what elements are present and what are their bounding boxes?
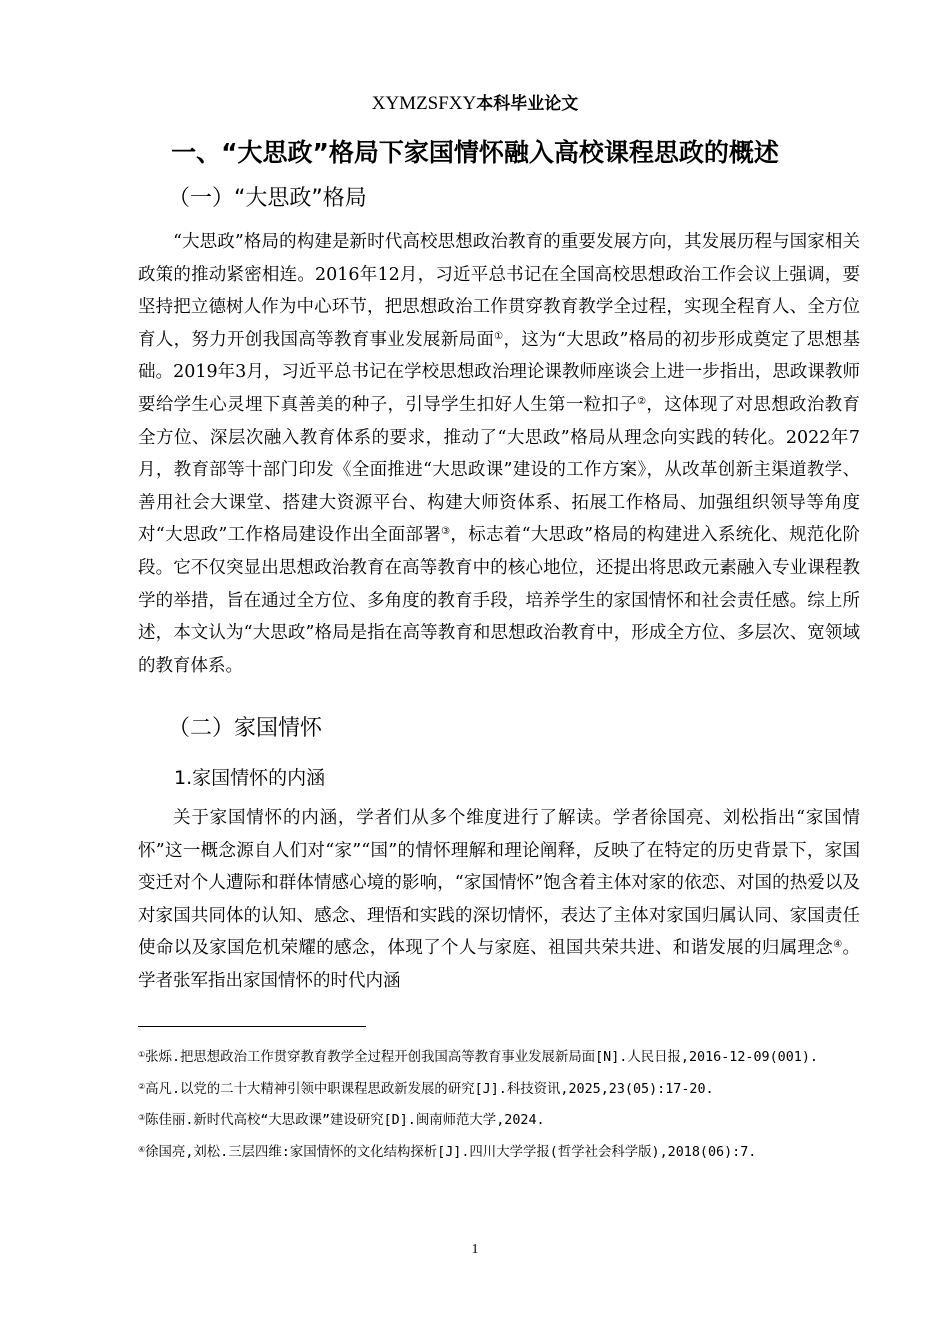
footnote-text: 高凡.以党的二十大精神引领中职课程思政新发展的研究[J].科技资讯,2025,23(05):17-20. [145, 1081, 714, 1097]
subsection-1-paragraph [138, 802, 860, 998]
paragraph-text: “大思政”格局的构建是新时代高校思想政治教育的重要发展方向，其发展历程与国家相关政策的推动紧密相连。2016年12月，习近平总书记在全国高校思想政治工作会议上强调，要坚持把立德树人作为中心环节，把思想政治工作贯穿教育教学全过程，实现全程育人、全方位育人，努力开创我国高等教育事业发展新局面 [138, 232, 860, 350]
footnote-ref-1[interactable]: ① [494, 330, 504, 342]
header-code: XYMZSFXY [371, 93, 477, 114]
footnote-divider [138, 1026, 366, 1027]
section-heading-1: （一）“大思政”格局 [168, 186, 367, 211]
paragraph-text: ，这体现了对思想政治教育全方位、深层次融入教育体系的要求，推动了“大思政”格局从理念向实践的转化。2022年7月，教育部等十部门印发《全面推进“大思政课”建设的工作方案》，从改革创新主渠道教学、善用社会大课堂、搭建大资源平台、构建大师资体系、拓展工作格局、加强组织领导等角度对“大思政”工作格局建设作出全面部署 [138, 394, 861, 546]
footnote-ref-4[interactable]: ④ [833, 939, 843, 951]
paragraph-text: ，标志着“大思政”格局的构建进入系统化、规范化阶段。它不仅突显出思想政治教育在高等教育中的核心地位，还提出将思政元素融入专业课程教学的举措，旨在通过全方位、多角度的教育手段，培养学生的家国情怀和社会责任感。综上所述，本文认为“大思政”格局是指在高等教育和思想政治教育中，形成全方位、多层次、宽领域的教育体系。 [138, 525, 860, 676]
footnote-mark: ④ [138, 1144, 146, 1154]
page-number: 1 [471, 1242, 479, 1257]
footnote-mark: ③ [138, 1113, 146, 1122]
footnote-4 [138, 1139, 860, 1167]
footnote-ref-3[interactable]: ③ [441, 526, 451, 538]
footnote-mark: ① [138, 1050, 146, 1059]
footnote-text: 徐国亮,刘松.三层四维:家国情怀的文化结构探析[J].四川大学学报(哲学社会科学版),2018(06):7. [145, 1144, 757, 1160]
chapter-title: 一、“大思政”格局下家国情怀融入高校课程思政的概述 [171, 138, 779, 167]
footnote-2 [138, 1076, 860, 1104]
paragraph-text: 关于家国情怀的内涵，学者们从多个维度进行了解读。学者徐国亮、刘松指出“家国情怀”这一概念源自人们对“家”“国”的情怀理解和理论阐释，反映了在特定的历史背景下，家国变迁对个人遭际和群体情感心境的影响，“家国情怀”饱含着主体对家的依恋、对国的热爱以及对家国共同体的认知、感念、理悟和实践的深切情怀，表达了主体对家国归属认同、家国责任使命以及家国危机荣耀的感念，体现了个人与家庭、祖国共荣共进、和谐发展的归属理念 [138, 808, 860, 959]
footnote-ref-2[interactable]: ② [637, 395, 647, 407]
footnotes [138, 1044, 860, 1170]
subsection-heading-1: 1.家国情怀的内涵 [174, 767, 326, 789]
section-1-paragraph [138, 226, 860, 682]
footnote-3 [138, 1107, 860, 1135]
footnote-1 [138, 1044, 860, 1072]
paragraph-text: 。学者张军指出家国情怀的时代内涵 [138, 938, 860, 991]
section-heading-2: （二）家国情怀 [168, 716, 323, 741]
footnote-text: 陈佳丽.新时代高校“大思政课”建设研究[D].闽南师范大学,2024. [145, 1113, 545, 1128]
paragraph-text: ，这为“大思政”格局的初步形成奠定了思想基础。2019年3月，习近平总书记在学校思想政治理论课教师座谈会上进一步指出，思政课教师要给学生心灵埋下真善美的种子，引导学生扣好人生第一粒扣子 [138, 329, 861, 415]
footnote-mark: ② [138, 1081, 146, 1091]
footnote-text: 张烁.把思想政治工作贯穿教育教学全过程开创我国高等教育事业发展新局面[N].人民日报,2016-12-09(001). [145, 1050, 818, 1065]
header-label: 本科毕业论文 [476, 94, 579, 114]
running-header [0, 93, 950, 115]
